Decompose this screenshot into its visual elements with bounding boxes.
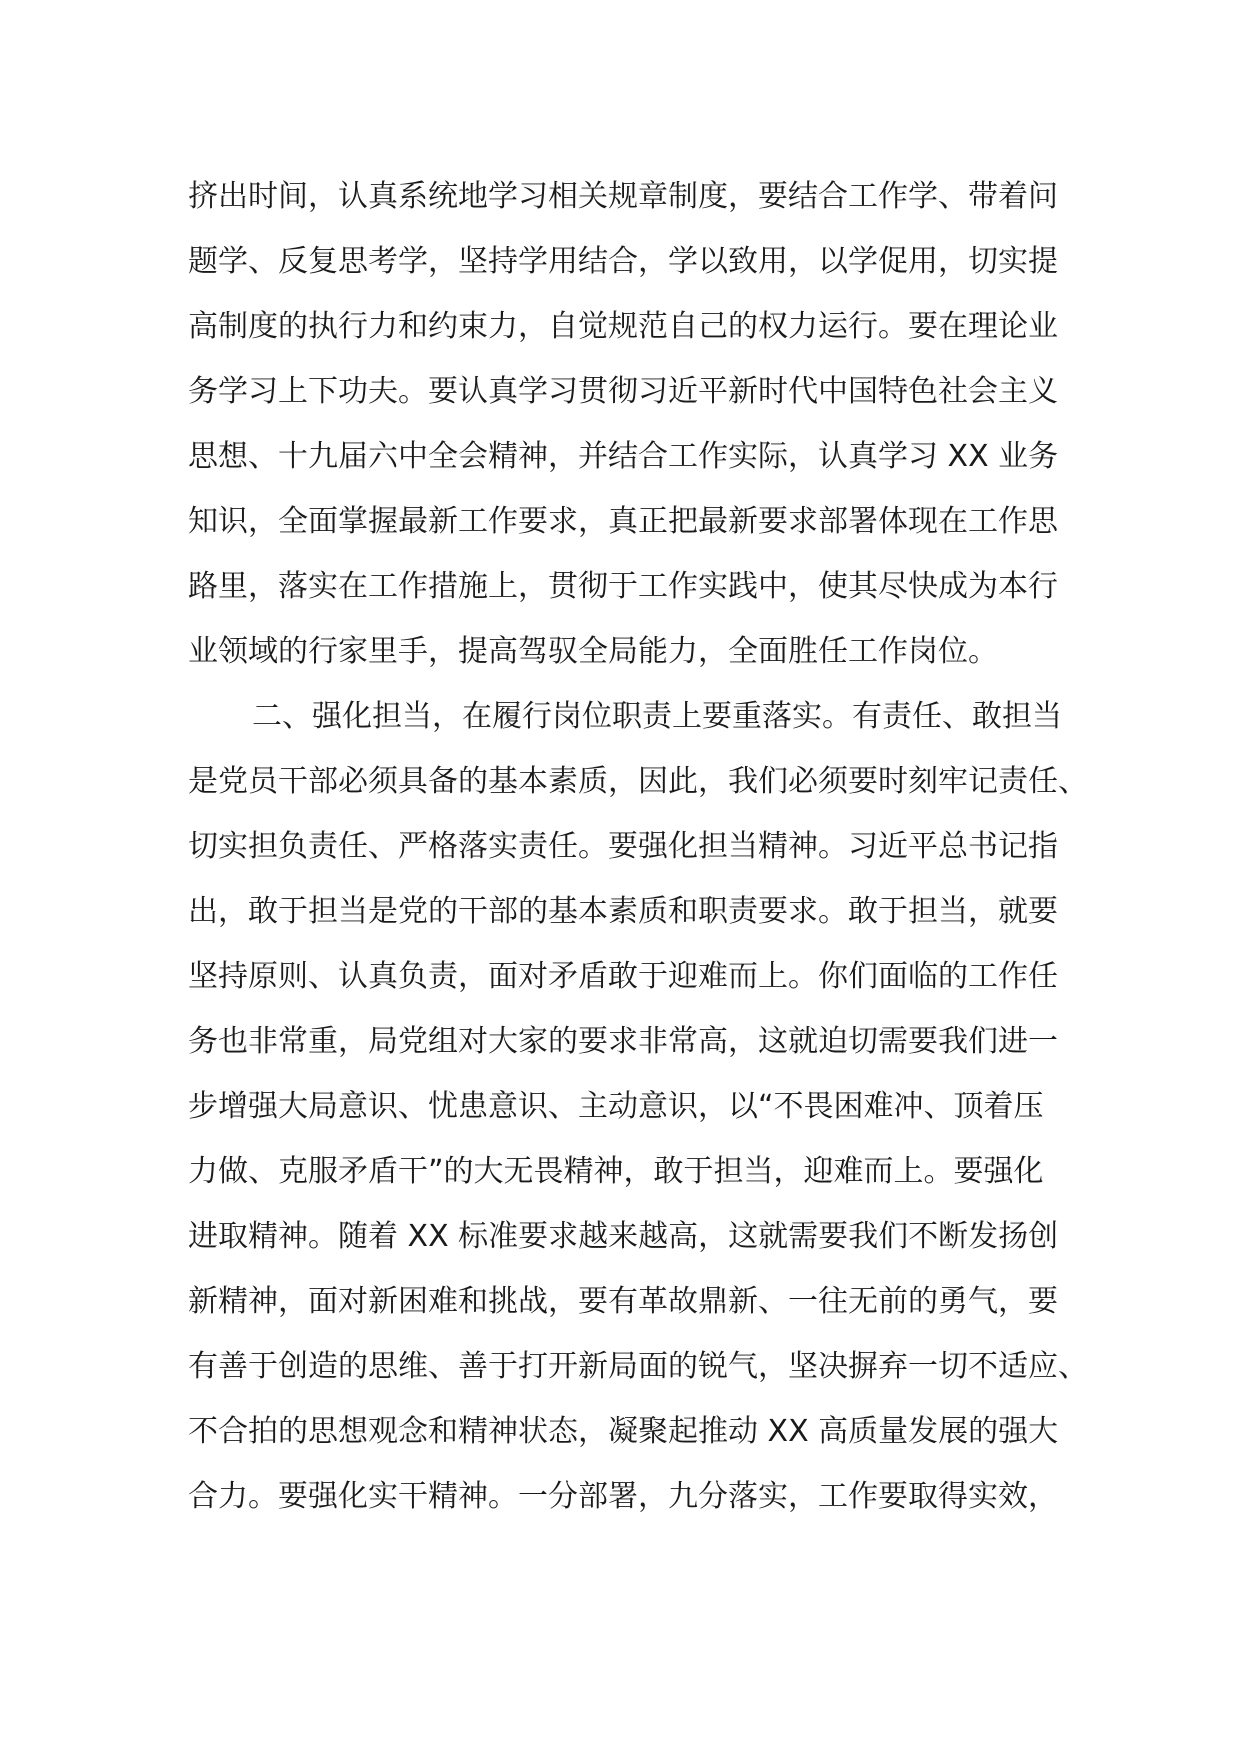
- text-line: 路里，落实在工作措施上，贯彻于工作实践中，使其尽快成为本行: [188, 569, 1058, 604]
- text-line: 力做、克服矛盾干”的大无畏精神，敢于担当，迎难而上。要强化: [188, 1154, 1044, 1189]
- text-line: 务学习上下功夫。要认真学习贯彻习近平新时代中国特色社会主义: [188, 374, 1058, 409]
- body-text: [188, 164, 1088, 1529]
- text-line: 进取精神。随着 XX 标准要求越来越高，这就需要我们不断发扬创: [188, 1219, 1059, 1254]
- text-line: 新精神，面对新困难和挑战，要有革故鼎新、一往无前的勇气，要: [188, 1284, 1058, 1319]
- text-line: 务也非常重，局党组对大家的要求非常高，这就迫切需要我们进一: [188, 1024, 1058, 1059]
- text-line: 不合拍的思想观念和精神状态，凝聚起推动 XX 高质量发展的强大: [188, 1414, 1059, 1449]
- text-line: 高制度的执行力和约束力，自觉规范自己的权力运行。要在理论业: [188, 309, 1058, 344]
- text-line: 出，敢于担当是党的干部的基本素质和职责要求。敢于担当，就要: [188, 894, 1058, 929]
- section-heading-line: 二、强化担当，在履行岗位职责上要重落实。有责任、敢担当: [252, 699, 1062, 734]
- text-line: 业领域的行家里手，提高驾驭全局能力，全面胜任工作岗位。: [188, 634, 998, 669]
- text-line: 挤出时间，认真系统地学习相关规章制度，要结合工作学、带着问: [188, 179, 1058, 214]
- text-line: 切实担负责任、严格落实责任。要强化担当精神。习近平总书记指: [188, 829, 1058, 864]
- text-line: 思想、十九届六中全会精神，并结合工作实际，认真学习 XX 业务: [188, 439, 1059, 474]
- text-line: 合力。要强化实干精神。一分部署，九分落实，工作要取得实效，: [188, 1479, 1058, 1514]
- text-line: 题学、反复思考学，坚持学用结合，学以致用，以学促用，切实提: [188, 244, 1058, 279]
- text-line: 是党员干部必须具备的基本素质，因此，我们必须要时刻牢记责任、: [188, 764, 1088, 799]
- text-line: 步增强大局意识、忧患意识、主动意识，以“不畏困难冲、顶着压: [188, 1089, 1044, 1124]
- text-line: 知识，全面掌握最新工作要求，真正把最新要求部署体现在工作思: [188, 504, 1058, 539]
- text-line: 有善于创造的思维、善于打开新局面的锐气，坚决摒弃一切不适应、: [188, 1349, 1088, 1384]
- text-line: 坚持原则、认真负责，面对矛盾敢于迎难而上。你们面临的工作任: [188, 959, 1058, 994]
